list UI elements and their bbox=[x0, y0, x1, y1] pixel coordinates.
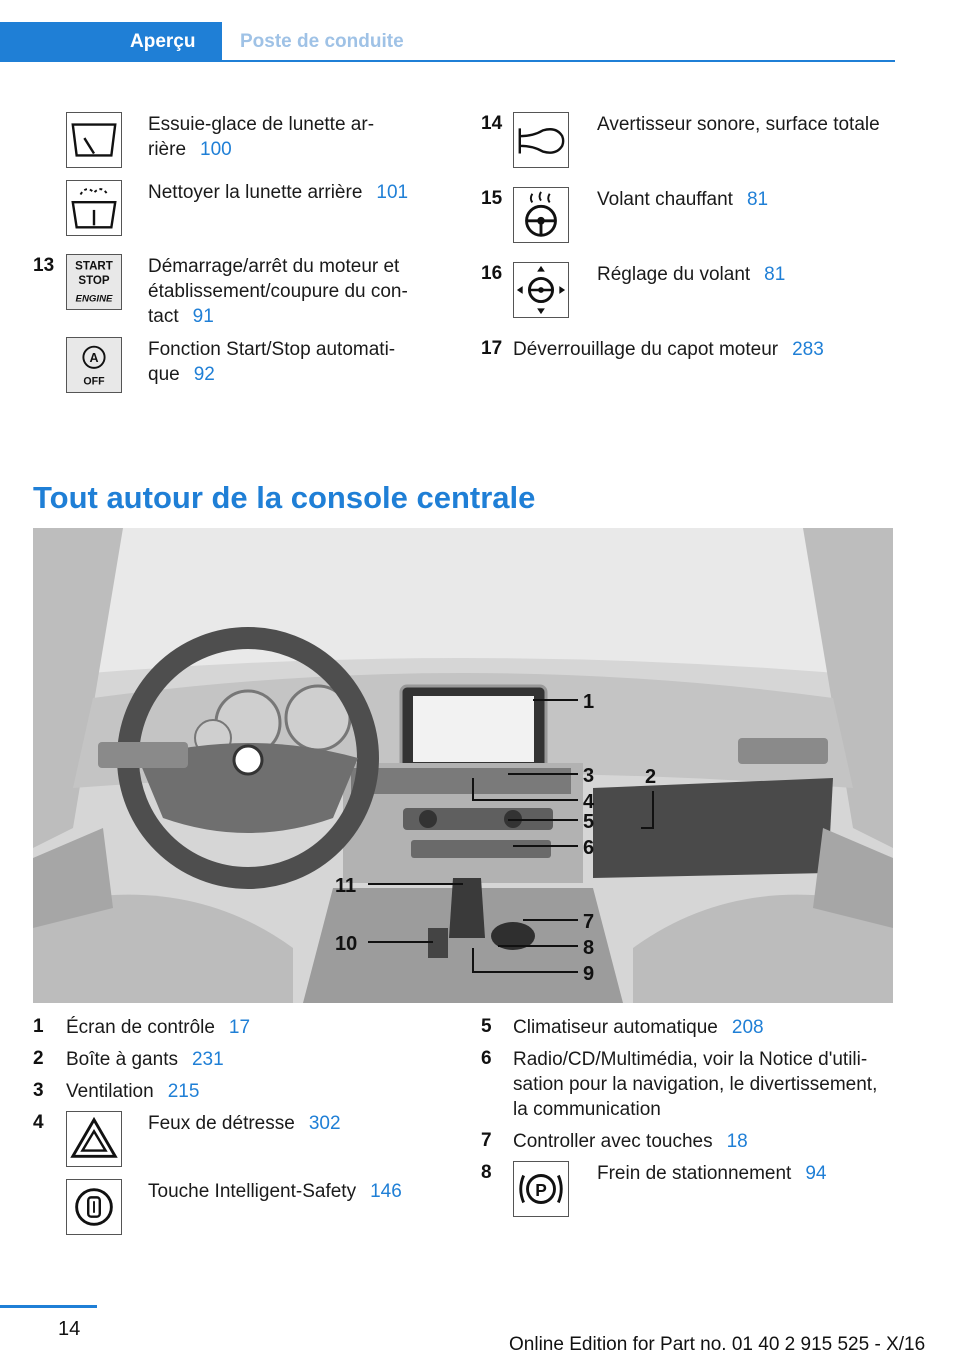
item-ventilation: Ventilation 215 bbox=[66, 1081, 200, 1102]
callout-8: 8 bbox=[583, 937, 595, 959]
icon-text-start: START bbox=[75, 260, 113, 273]
section-title: Tout autour de la console centrale bbox=[33, 480, 536, 515]
auto-start-stop-off-icon bbox=[66, 337, 122, 393]
callout-10: 10 bbox=[335, 933, 358, 955]
page-link[interactable]: 146 bbox=[370, 1181, 402, 1202]
intelligent-safety-icon bbox=[66, 1179, 122, 1235]
item-glove-box: Boîte à gants 231 bbox=[66, 1049, 224, 1070]
rear-washer-icon bbox=[66, 180, 122, 236]
hazard-warning-icon bbox=[66, 1111, 122, 1167]
start-stop-engine-icon bbox=[66, 254, 122, 310]
header-bar bbox=[0, 22, 895, 62]
item-number: 8 bbox=[481, 1162, 492, 1183]
page-link[interactable]: 92 bbox=[193, 364, 215, 385]
callout-7: 7 bbox=[583, 911, 595, 933]
item-number: 7 bbox=[481, 1130, 492, 1151]
icon-text-stop: STOP bbox=[78, 274, 110, 287]
item-parking-brake: Frein de stationnement 94 bbox=[597, 1163, 827, 1184]
page-link[interactable]: 215 bbox=[167, 1081, 200, 1102]
item-rear-washer: Nettoyer la lunette arrière 101 bbox=[148, 182, 409, 203]
page-link[interactable]: 17 bbox=[228, 1017, 251, 1038]
icon-text-off: OFF bbox=[83, 375, 105, 388]
item-number: 15 bbox=[481, 188, 503, 209]
callout-2: 2 bbox=[645, 766, 657, 788]
callout-4: 4 bbox=[583, 791, 595, 813]
footer-accent-line bbox=[0, 1305, 97, 1308]
item-number: 3 bbox=[33, 1080, 44, 1101]
page-link[interactable]: 91 bbox=[192, 306, 214, 327]
item-horn: Avertisseur sonore, surface totale bbox=[597, 114, 880, 135]
item-number: 13 bbox=[33, 255, 55, 276]
item-number: 17 bbox=[481, 338, 503, 359]
dashboard-photo bbox=[33, 528, 893, 1003]
item-climate: Climatiseur automatique 208 bbox=[513, 1017, 764, 1038]
item-number: 5 bbox=[481, 1016, 492, 1037]
rear-wiper-icon bbox=[66, 112, 122, 168]
callout-1: 1 bbox=[583, 691, 595, 713]
horn-icon bbox=[513, 112, 569, 168]
item-control-display: Écran de contrôle 17 bbox=[66, 1017, 251, 1038]
page-link[interactable]: 101 bbox=[376, 182, 409, 203]
item-start-stop: Démarrage/arrêt du moteur et établissement/coupure du con- tact 91 bbox=[148, 256, 408, 327]
item-hazard-lights: Feux de détresse 302 bbox=[148, 1113, 341, 1134]
item-hood-release: Déverrouillage du capot moteur 283 bbox=[513, 339, 824, 360]
page-link[interactable]: 94 bbox=[805, 1163, 827, 1184]
callout-5: 5 bbox=[583, 811, 595, 833]
item-heated-wheel: Volant chauffant 81 bbox=[597, 189, 769, 210]
callout-9: 9 bbox=[583, 963, 595, 985]
parking-brake-icon bbox=[513, 1161, 569, 1217]
steering-adjust-icon bbox=[513, 262, 569, 318]
footer-edition: Online Edition for Part no. 01 40 2 915 525 - X/16 bbox=[509, 1334, 926, 1355]
tab-poste-de-conduite[interactable]: Poste de conduite bbox=[240, 31, 404, 52]
page-link[interactable]: 231 bbox=[191, 1049, 224, 1070]
icon-text-a: A bbox=[89, 351, 99, 366]
callout-11: 11 bbox=[335, 875, 357, 897]
item-number: 2 bbox=[33, 1048, 44, 1069]
page-link[interactable]: 208 bbox=[731, 1017, 764, 1038]
item-auto-start-stop: Fonction Start/Stop automati- que 92 bbox=[148, 339, 396, 385]
item-number: 14 bbox=[481, 113, 503, 134]
page-link[interactable]: 100 bbox=[200, 139, 232, 160]
page-link[interactable]: 81 bbox=[746, 189, 769, 210]
callout-6: 6 bbox=[583, 837, 595, 859]
item-controller: Controller avec touches 18 bbox=[513, 1131, 748, 1152]
page-link[interactable]: 18 bbox=[726, 1131, 748, 1152]
item-intelligent-safety: Touche Intelligent-Safety 146 bbox=[148, 1181, 402, 1202]
page-link[interactable]: 283 bbox=[792, 339, 824, 360]
item-number: 1 bbox=[33, 1016, 44, 1037]
item-number: 6 bbox=[481, 1048, 492, 1069]
item-steering-adjust: Réglage du volant 81 bbox=[597, 264, 786, 285]
icon-text-p: P bbox=[535, 1179, 547, 1200]
page-number: 14 bbox=[58, 1318, 81, 1340]
item-radio-multimedia: Radio/CD/Multimédia, voir la Notice d'utili- sation pour la navigation, le divertissement, la communication bbox=[513, 1049, 878, 1120]
item-rear-wiper: Essuie-glace de lunette ar- rière 100 bbox=[148, 114, 375, 160]
page-link[interactable]: 302 bbox=[308, 1113, 341, 1134]
item-number: 16 bbox=[481, 263, 503, 284]
tab-apercu[interactable]: Aperçu bbox=[130, 31, 196, 52]
item-number: 4 bbox=[33, 1112, 44, 1133]
heated-steering-wheel-icon bbox=[513, 187, 569, 243]
callout-3: 3 bbox=[583, 765, 595, 787]
page-link[interactable]: 81 bbox=[764, 264, 786, 285]
icon-text-engine: ENGINE bbox=[75, 293, 113, 305]
